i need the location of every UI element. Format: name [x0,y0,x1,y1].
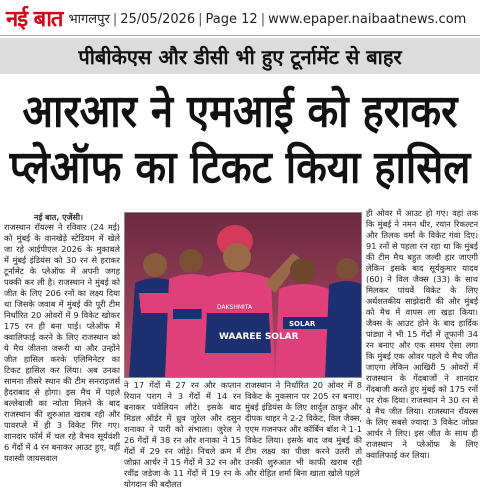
edition-date: 25/05/2026 [120,11,196,27]
jersey-sponsor-text: DAKSHMITA [217,304,253,311]
article-paragraph: राजस्थान ने निर्धारित 20 ओवर में 8 विकेट के नुकसान पर 205 रन बनाए। मुंबई इंडियंस के लिए शार्दुल ठाकुर और दीपक चाहर ने 2-2 विकेट, विल जैक्स, एएम गजनफर और कॉर्बिन बॉश ने 1-1 विकेट लिया। इसके बाद जब मुंबई की टीम लक्ष्य का पीछा करने उतरी तो उनकी शुरुआत भी काफी खराब रही और रोहित शर्मा बिना खाता खोले पहले [245,380,362,478]
page-number: Page 12 [205,11,258,27]
article-paragraph: ही ओवर में आउट हो गए। वहां तक कि मुंबई ने नमन धीर, रयान रिकल्टन और तिलक वर्मा के विकेट गंवा दिए। 91 रनों से पहला रन रहा था कि मुंबई की टीम मैच बहुत जल्दी हार जाएगी लेकिन इसके बाद सूर्यकुमार यादव (60) ने विल जैक्स (33) के साथ मिलकर पांचवें विकेट के लिए अर्धशतकीय साझेदारी की और मुंबई को मैच में वापस ला खड़ा किया। जैक्स के आउट होने के बाद हार्दिक पांड्या ने भी 15 गेंदों में तूफानी 34 रन बनाए और एक समय ऐसा लगा कि मुंबई एक ओवर पहले ये मैच जीत जाएगा लेकिन आखिरी 5 ओवरों में राजस्थान के गेंदबाजों ने शानदार गेंदबाजी करते हुए मुंबई को 175 रनों पर रोक दिया। राजस्थान ने 30 रन से ये मैच जीत लिया। राजस्थान रॉयल्स के लिए सबसे ज्यादा 3 विकेट जोफ्रा आर्चर ने लिए। इस जीत के साथ ही राजस्थान ने प्लेऑफ के लिए क्वालिफाई कर लिया। [366,208,478,460]
article-column-mid-1 [124,380,241,500]
jersey-brand-text-right: SOLAR [289,320,316,328]
main-headline [0,78,480,202]
masthead [0,0,480,36]
article-column-left [4,222,120,500]
article-columns-middle [124,380,362,500]
epaper-url[interactable]: www.epaper.naibaatnews.com [268,11,467,27]
article-column-mid-2 [245,380,362,500]
kicker-headline: पीबीकेएस और डीसी भी हुए टूर्नामेंट से बाहर [78,44,402,69]
jersey-brand-text: WAAREE SOLAR [219,332,299,342]
article-column-right [366,208,478,500]
headline-line-1: आरआर ने एमआई को हराकर [22,86,458,138]
byline: नई बात, एजेंसी। [34,213,84,222]
article-paragraph: राजस्थान रॉयल्स ने रविवार (24 मई) को मुंबई के वानखेड़े स्टेडियम में खेले जा रहे आईपीएल 2026 के मुकाबले में मुंबई इंडियंस को 30 रन से हराकर टूर्नामेंट के प्लेऑफ में अपनी जगह पक्की कर ली है। राजस्थान ने मुंबई को जीत के लिए 206 रनों का लक्ष्य दिया था जिसके जवाब में मुंबई की पूरी टीम निर्धारित 20 ओवरों में 9 विकेट खोकर 175 रन ही बना पाई। प्लेऑफ में क्वालिफाई करने के लिए राजस्थान को ये मैच जीतना जरूरी था और उन्होंने जीत हासिल करके एलिमिनेटर का टिकट हासिल कर लिया। अब उनका सामना तीसरे स्थान की टीम सनराइजर्स हैदराबाद से होगा। इस मैच में पहले बल्लेबाजी का न्योता मिलने के बाद राजस्थान की शुरुआत खराब रही और पावरप्ले में ही 3 विकेट गिर गए। शानदार फॉर्म में चल रहे वैभव सूर्यवंशी 6 गेंदों में 4 रन बनाकर आउट हुए, वहीं यशस्वी जायसवाल [4,222,120,463]
headline-line-2: प्लेऑफ का टिकट किया हासिल [9,142,471,194]
news-photo [124,212,362,378]
cricket-team-photo [125,213,362,378]
newspaper-logo: नई बात [6,6,63,32]
edition-city: भागलपुर [68,11,110,27]
article-paragraph: ने 17 गेंदों में 27 रन और कप्तान रियान पराग ने 3 गेंदों में 14 रन बनाकर पवेलियन लौटे। इसके बाद मिडल ऑर्डर में ध्रुव जुरेल और दसुन शनाका ने पारी को संभाला। जुरेल ने 26 गेंदों में 38 रन और शनाका ने 15 गेंदों में 29 रन जोड़े। निचले क्रम में जोफ्रा आर्चर ने 15 गेंदों में 32 रन और रवींद्र जडेजा के 11 गेंदों में 19 रन के योगदान की बदौलत [124,380,241,489]
kicker-band [0,38,480,74]
masthead-meta: भागलपुर | 25/05/2026 | Page 12 | www.epaper.naibaatnews.com [68,11,467,27]
